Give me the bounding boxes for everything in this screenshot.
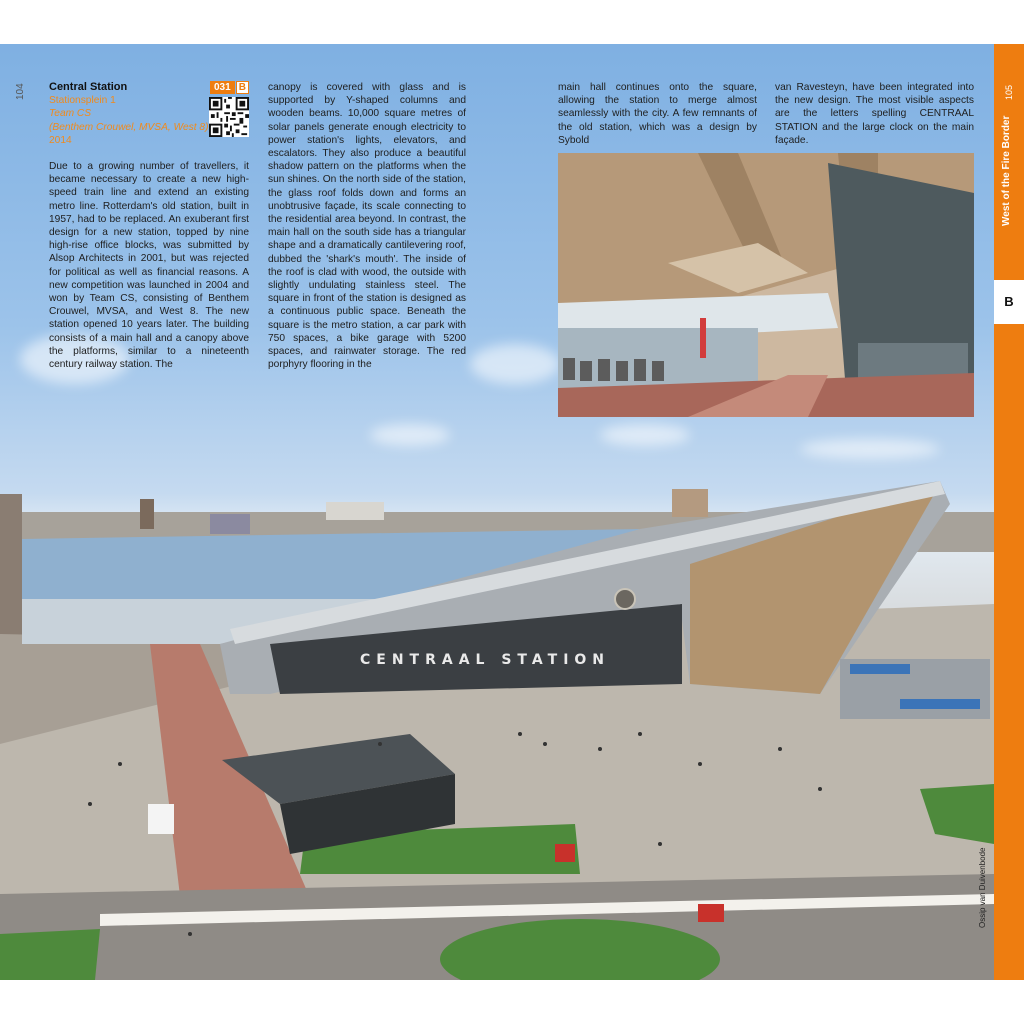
interior-photo-illustration <box>558 153 974 417</box>
page-number-left: 104 <box>15 83 26 100</box>
entry-title: Central Station <box>49 81 128 93</box>
red-vehicle <box>698 904 724 922</box>
page-number-right: 105 <box>1004 84 1014 100</box>
interior-photo <box>558 153 974 417</box>
white-van <box>148 804 174 834</box>
body-text-col2: canopy is covered with glass and is supported by Y-shaped columns and wooden beams. 10,000 square metres of solar panels generate enough electricity to power station's lights, elevators, and escalators. They also produce a beautiful shadow pattern on the platforms when the sun shines. On the north side of the station, the glass roof folds down and forms an unobtrusive façade, its scale connecting to the residential area beyond. In contrast, the main hall on the south side has a triangular shape and a dramatically cantilevering roof, dubbed the 'shark's mouth'. The inside of the roof is clad with wood, the outside with slightly undulating stainless steel. The square in front of the station is designed as a continuous public space. Beneath the square is the metro station, a car park with 750 spaces, a bike garage with 5200 spaces, and rainwater storage. The red porphyry flooring in the <box>268 82 466 371</box>
tram <box>850 664 910 674</box>
entry-year: 2014 <box>49 134 72 146</box>
skyline-building <box>672 489 708 517</box>
text-column-3 <box>558 81 757 147</box>
section-sidebar <box>994 44 1024 980</box>
entry-architect: Team CS <box>49 108 92 120</box>
skyline-building <box>210 514 250 534</box>
tram <box>900 699 980 709</box>
body-text-col1: Due to a growing number of travellers, it became necessary to create a new high-speed train line and extend an existing metro line. Rotterdam's old station, built in 1957, had to be replaced. An exuberant first design for a new station, topped by nine high-rise office blocks, was submitted by Alsop Architects in 2001, but was rejected for political as well as financial reasons. A new competition was launched in 2004 and won by Team CS, consisting of Benthem Crouwel, MVSA, and West 8. The new station opened 10 years later. The building consists of a main hall and a canopy above the platforms, similar to a nineteenth century railway station. The <box>49 161 249 371</box>
section-title: West of the Fire Border <box>1001 115 1012 226</box>
badge-number: 031 <box>210 81 235 94</box>
text-column-2 <box>268 81 466 371</box>
body-text-col4: van Ravesteyn, have been integrated into the new design. The most visible aspects are the letters spelling CENTRAAL STATION and the large clock on the main façade. <box>775 82 974 146</box>
station-clock <box>615 589 635 609</box>
entry-address: Stationsplein 1 <box>49 95 116 107</box>
centraal-station-sign: CENTRAAL STATION <box>360 652 611 668</box>
lawn <box>0 929 100 980</box>
spacer <box>49 147 249 160</box>
text-column-4 <box>775 81 974 147</box>
entry-badge <box>210 81 249 94</box>
entry-architect-detail: (Benthem Crouwel, MVSA, West 8) <box>49 121 209 133</box>
skyline-church-tower <box>140 499 154 529</box>
skyline-building <box>326 502 384 520</box>
qr-code[interactable] <box>209 97 249 137</box>
section-letter[interactable]: B <box>1004 294 1014 309</box>
red-cart <box>555 844 575 862</box>
badge-letter: B <box>236 81 249 94</box>
photo-credit: Ossip van Duivenbode <box>978 847 987 928</box>
signpost <box>700 318 706 358</box>
body-text-col3: main hall continues onto the square, allowing the station to merge almost seamlessly with the city. A few remnants of the old station, which was a design by Sybold <box>558 82 757 146</box>
book-spread <box>0 44 1024 980</box>
